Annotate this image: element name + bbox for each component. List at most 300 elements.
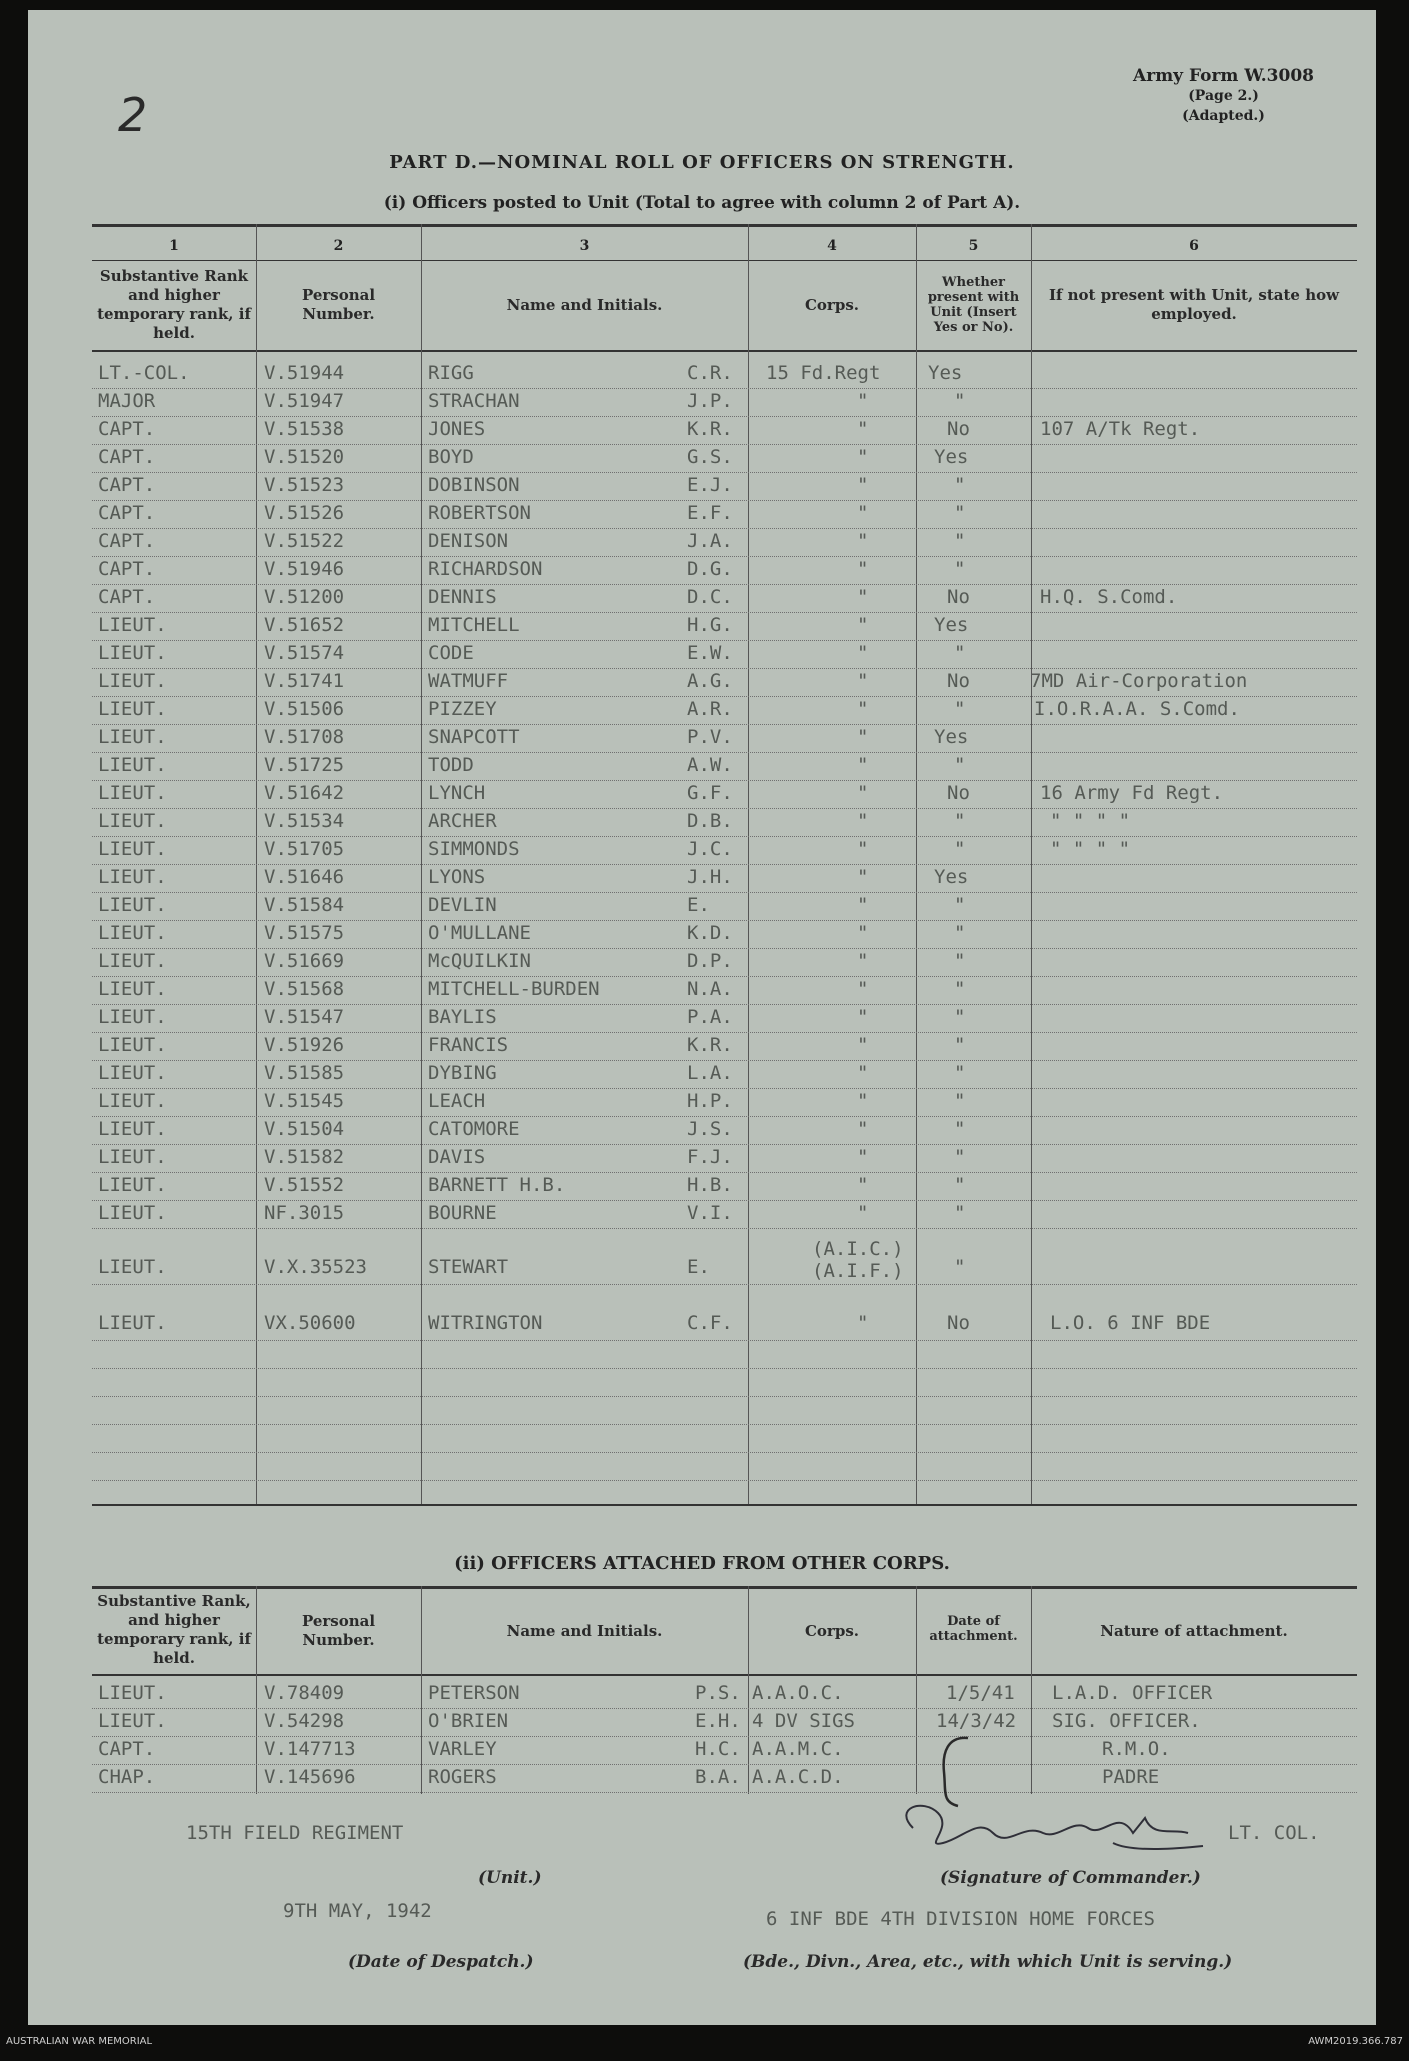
initials-cell: A.G. <box>687 670 733 692</box>
number-cell: V.51669 <box>264 950 345 972</box>
table-row <box>92 976 1357 1005</box>
number-cell: V.51552 <box>264 1174 345 1196</box>
table-row <box>92 444 1357 473</box>
number-cell: V.51523 <box>264 474 345 496</box>
col-number: 3 <box>579 238 590 254</box>
rank-cell: LIEUT. <box>98 1710 167 1732</box>
initials-cell: B.A. <box>695 1766 741 1788</box>
form-ref-note: (Adapted.) <box>1182 108 1265 124</box>
name-cell: RIGG <box>428 362 474 384</box>
employed-cell: 16 Army Fd Regt. <box>1040 782 1224 804</box>
present-cell: No <box>947 670 970 692</box>
initials-cell: E. <box>687 1256 710 1278</box>
present-cell: " <box>954 810 966 832</box>
table-row <box>92 556 1357 585</box>
initials-cell: P.A. <box>687 1006 733 1028</box>
present-cell: " <box>954 1174 966 1196</box>
empty-row <box>92 1452 1357 1481</box>
present-cell: " <box>954 1034 966 1056</box>
table2-header-rule <box>92 1674 1357 1676</box>
present-cell: " <box>954 1006 966 1028</box>
initials-cell: N.A. <box>687 978 733 1000</box>
rank-cell: LIEUT. <box>98 1090 167 1112</box>
number-cell: V.51534 <box>264 810 345 832</box>
initials-cell: K.R. <box>687 418 733 440</box>
corps-cell: (A.I.C.) <box>812 1238 904 1260</box>
number-cell: V.51652 <box>264 614 345 636</box>
table-row <box>92 612 1357 641</box>
number-cell: V.51585 <box>264 1062 345 1084</box>
corps-cell: " <box>857 922 869 944</box>
header-date-attachment: Date of attachment. <box>929 1614 1018 1644</box>
table-row <box>92 724 1357 753</box>
initials-cell: H.C. <box>695 1738 741 1760</box>
name-cell: DAVIS <box>428 1146 486 1168</box>
number-cell: V.51200 <box>264 586 345 608</box>
rank-cell: LIEUT. <box>98 1256 167 1278</box>
name-cell: RICHARDSON <box>428 558 543 580</box>
initials-cell: C.F. <box>687 1312 733 1334</box>
table-row <box>92 948 1357 977</box>
initials-cell: E.J. <box>687 474 733 496</box>
corps-cell: " <box>857 1006 869 1028</box>
name-cell: JONES <box>428 418 486 440</box>
present-cell: Yes <box>934 726 969 748</box>
unit-value: 15TH FIELD REGIMENT <box>186 1822 404 1844</box>
initials-cell: E.H. <box>695 1710 741 1732</box>
corps-cell: " <box>857 642 869 664</box>
rank-cell: LIEUT. <box>98 950 167 972</box>
rank-cell: LIEUT. <box>98 922 167 944</box>
rank-cell: LIEUT. <box>98 1034 167 1056</box>
despatch-date-value: 9TH MAY, 1942 <box>283 1900 432 1922</box>
corps-cell: " <box>857 502 869 524</box>
present-cell: " <box>954 978 966 1000</box>
corps-cell: " <box>857 1062 869 1084</box>
name-cell: CATOMORE <box>428 1118 520 1140</box>
corps-cell: " <box>857 670 869 692</box>
initials-cell: V.I. <box>687 1202 733 1224</box>
header-name: Name and Initials. <box>506 1622 663 1640</box>
table-row <box>92 1736 1357 1765</box>
nature-cell: R.M.O. <box>1102 1738 1171 1760</box>
corps-cell: 4 DV SIGS <box>752 1710 855 1732</box>
number-cell: V.147713 <box>264 1738 356 1760</box>
table-row <box>92 500 1357 529</box>
name-cell: BAYLIS <box>428 1006 497 1028</box>
table-row <box>92 1032 1357 1061</box>
present-cell: No <box>947 418 970 440</box>
rank-cell: LIEUT. <box>98 1312 167 1334</box>
header-nature: Nature of attachment. <box>1100 1622 1288 1640</box>
page-subtitle: (i) Officers posted to Unit (Total to agree with column 2 of Part A). <box>383 193 1021 213</box>
number-cell: V.51526 <box>264 502 345 524</box>
form-ref-page: (Page 2.) <box>1188 88 1259 104</box>
rank-cell: MAJOR <box>98 390 156 412</box>
present-cell: No <box>947 782 970 804</box>
table-row <box>92 1088 1357 1117</box>
table-row <box>92 472 1357 501</box>
table-row <box>92 416 1357 445</box>
initials-cell: G.F. <box>687 782 733 804</box>
employed-cell: 7MD Air-Corporation <box>1030 670 1248 692</box>
empty-row <box>92 1396 1357 1425</box>
name-cell: DENISON <box>428 530 509 552</box>
corps-cell: " <box>857 838 869 860</box>
rank-cell: LIEUT. <box>98 1146 167 1168</box>
initials-cell: J.H. <box>687 866 733 888</box>
table-row <box>92 780 1357 809</box>
table1-bottom-rule <box>92 1504 1357 1506</box>
employed-cell: H.Q. S.Comd. <box>1040 586 1178 608</box>
table-row <box>92 1060 1357 1089</box>
table-row <box>92 360 1357 389</box>
number-cell: V.54298 <box>264 1710 345 1732</box>
initials-cell: H.B. <box>687 1174 733 1196</box>
rank-cell: LIEUT. <box>98 1118 167 1140</box>
table-row <box>92 1004 1357 1033</box>
corps-cell: " <box>857 810 869 832</box>
rank-cell: LT.-COL. <box>98 362 190 384</box>
table-row <box>92 388 1357 417</box>
form-page <box>28 10 1376 2025</box>
table-row <box>92 696 1357 725</box>
archive-credit: AUSTRALIAN WAR MEMORIAL <box>6 2036 153 2047</box>
corps-cell: " <box>857 1312 869 1334</box>
col-number: 2 <box>333 238 344 254</box>
initials-cell: E.F. <box>687 502 733 524</box>
present-cell: " <box>954 558 966 580</box>
name-cell: MITCHELL-BURDEN <box>428 978 600 1000</box>
corps-cell: A.A.M.C. <box>752 1738 844 1760</box>
present-cell: " <box>954 642 966 664</box>
number-cell: V.51582 <box>264 1146 345 1168</box>
rank-cell: CAPT. <box>98 558 156 580</box>
corps-cell: " <box>857 754 869 776</box>
rank-cell: CAPT. <box>98 446 156 468</box>
name-cell: LEACH <box>428 1090 486 1112</box>
corps-cell: " <box>857 866 869 888</box>
number-cell: V.51506 <box>264 698 345 720</box>
date-cell: 14/3/42 <box>936 1710 1017 1732</box>
number-cell: NF.3015 <box>264 1202 345 1224</box>
empty-row <box>92 1340 1357 1369</box>
number-cell: V.51584 <box>264 894 345 916</box>
rank-cell: LIEUT. <box>98 838 167 860</box>
number-cell: V.51538 <box>264 418 345 440</box>
initials-cell: D.B. <box>687 810 733 832</box>
table1-header-rule <box>92 350 1357 352</box>
rank-cell: LIEUT. <box>98 978 167 1000</box>
number-cell: V.51522 <box>264 530 345 552</box>
present-cell: " <box>954 754 966 776</box>
name-cell: STRACHAN <box>428 390 520 412</box>
name-cell: LYONS <box>428 866 486 888</box>
col-number: 5 <box>968 238 979 254</box>
header-employment: If not present with Unit, state how employed. <box>1048 286 1340 323</box>
employed-cell: I.O.R.A.A. S.Comd. <box>1034 698 1240 720</box>
table-row <box>92 920 1357 949</box>
present-cell: Yes <box>934 866 969 888</box>
name-cell: DOBINSON <box>428 474 520 496</box>
corps-cell: " <box>857 726 869 748</box>
table2-top-rule <box>92 1586 1357 1589</box>
section-ii-title: (ii) OFFICERS ATTACHED FROM OTHER CORPS. <box>454 1553 950 1574</box>
table-row <box>92 584 1357 613</box>
corps-cell: " <box>857 446 869 468</box>
number-cell: V.51944 <box>264 362 345 384</box>
corps-cell: " <box>857 1202 869 1224</box>
table-row <box>92 864 1357 893</box>
name-cell: FRANCIS <box>428 1034 509 1056</box>
corps-cell: A.A.O.C. <box>752 1682 844 1704</box>
rank-cell: LIEUT. <box>98 642 167 664</box>
corps-cell: " <box>857 1090 869 1112</box>
corps-cell: " <box>857 1118 869 1140</box>
number-cell: V.51646 <box>264 866 345 888</box>
number-cell: V.51574 <box>264 642 345 664</box>
present-cell: " <box>954 1090 966 1112</box>
formation-value: 6 INF BDE 4TH DIVISION HOME FORCES <box>766 1908 1155 1930</box>
name-cell: SNAPCOTT <box>428 726 520 748</box>
present-cell: " <box>954 530 966 552</box>
employed-cell: 107 A/Tk Regt. <box>1040 418 1201 440</box>
corps-cell: " <box>857 390 869 412</box>
empty-row <box>92 1424 1357 1453</box>
header-rank: Substantive Rank, and higher temporary rank, if held. <box>97 1592 251 1667</box>
rank-cell: CAPT. <box>98 586 156 608</box>
table-row <box>92 808 1357 837</box>
nature-cell: L.A.D. OFFICER <box>1052 1682 1213 1704</box>
col-number: 6 <box>1189 238 1199 254</box>
date-cell: 1/5/41 <box>946 1682 1015 1704</box>
rank-cell: LIEUT. <box>98 1006 167 1028</box>
rank-cell: LIEUT. <box>98 1062 167 1084</box>
name-cell: ROBERTSON <box>428 502 531 524</box>
present-cell: " <box>954 950 966 972</box>
rank-cell: LIEUT. <box>98 614 167 636</box>
present-cell: " <box>954 1146 966 1168</box>
rank-cell: LIEUT. <box>98 726 167 748</box>
table1-top-rule <box>92 224 1357 227</box>
corps-cell: " <box>857 1146 869 1168</box>
initials-cell: F.J. <box>687 1146 733 1168</box>
initials-cell: C.R. <box>687 362 733 384</box>
name-cell: BOYD <box>428 446 474 468</box>
name-cell: STEWART <box>428 1256 509 1278</box>
rank-cell: CAPT. <box>98 474 156 496</box>
archive-reference: AWM2019.366.787 <box>1308 2036 1403 2047</box>
table-row <box>92 1708 1357 1737</box>
name-cell: O'BRIEN <box>428 1710 509 1732</box>
number-cell: V.51520 <box>264 446 345 468</box>
table-row <box>92 668 1357 697</box>
number-cell: V.51741 <box>264 670 345 692</box>
initials-cell: K.R. <box>687 1034 733 1056</box>
present-cell: " <box>954 1118 966 1140</box>
rank-cell: LIEUT. <box>98 754 167 776</box>
corps-cell: " <box>857 418 869 440</box>
corps-cell: " <box>857 978 869 1000</box>
rank-cell: LIEUT. <box>98 1202 167 1224</box>
rank-cell: CAPT. <box>98 502 156 524</box>
unit-label: (Unit.) <box>478 1868 542 1888</box>
number-cell: V.78409 <box>264 1682 345 1704</box>
corps-cell: 15 Fd.Regt <box>766 362 881 384</box>
initials-cell: J.A. <box>687 530 733 552</box>
form-reference <box>1133 66 1314 126</box>
corps-cell: " <box>857 950 869 972</box>
present-cell: Yes <box>934 614 969 636</box>
name-cell: WITRINGTON <box>428 1312 543 1334</box>
present-cell: " <box>954 502 966 524</box>
nature-cell: SIG. OFFICER. <box>1052 1710 1201 1732</box>
initials-cell: H.P. <box>687 1090 733 1112</box>
number-cell: V.51568 <box>264 978 345 1000</box>
number-cell: V.51575 <box>264 922 345 944</box>
corps-cell: " <box>857 1034 869 1056</box>
name-cell: ARCHER <box>428 810 497 832</box>
corps-cell: (A.I.F.) <box>812 1260 904 1282</box>
corps-cell: A.A.C.D. <box>752 1766 844 1788</box>
employed-cell: " " " " <box>1050 810 1131 832</box>
table-row <box>92 640 1357 669</box>
name-cell: PETERSON <box>428 1682 520 1704</box>
table-row <box>92 1144 1357 1173</box>
formation-label: (Bde., Divn., Area, etc., with which Unit is serving.) <box>743 1952 1233 1972</box>
employed-cell: " " " " <box>1050 838 1131 860</box>
corps-cell: " <box>857 1174 869 1196</box>
initials-cell: K.D. <box>687 922 733 944</box>
table-row <box>92 1200 1357 1229</box>
col-number: 4 <box>827 238 837 254</box>
number-cell: V.145696 <box>264 1766 356 1788</box>
number-cell: V.51708 <box>264 726 345 748</box>
name-cell: SIMMONDS <box>428 838 520 860</box>
initials-cell: P.V. <box>687 726 733 748</box>
present-cell: " <box>954 1202 966 1224</box>
header-personal-number: Personal Number. <box>301 286 376 323</box>
corps-cell: " <box>857 586 869 608</box>
rank-cell: LIEUT. <box>98 1682 167 1704</box>
header-present: Whether present with Unit (Insert Yes or No). <box>927 275 1020 335</box>
present-cell: No <box>947 1312 970 1334</box>
table-row <box>92 528 1357 557</box>
number-cell: V.51504 <box>264 1118 345 1140</box>
despatch-date-label: (Date of Despatch.) <box>348 1952 534 1972</box>
corps-cell: " <box>857 894 869 916</box>
name-cell: McQUILKIN <box>428 950 531 972</box>
name-cell: DENNIS <box>428 586 497 608</box>
name-cell: TODD <box>428 754 474 776</box>
rank-cell: CAPT. <box>98 530 156 552</box>
name-cell: MITCHELL <box>428 614 520 636</box>
initials-cell: A.R. <box>687 698 733 720</box>
name-cell: PIZZEY <box>428 698 497 720</box>
number-cell: V.51725 <box>264 754 345 776</box>
name-cell: ROGERS <box>428 1766 497 1788</box>
table-row <box>92 1116 1357 1145</box>
name-cell: O'MULLANE <box>428 922 531 944</box>
initials-cell: G.S. <box>687 446 733 468</box>
table-row <box>92 892 1357 921</box>
signature-rank: LT. COL. <box>1228 1822 1320 1844</box>
present-cell: " <box>954 894 966 916</box>
header-corps: Corps. <box>804 296 859 314</box>
initials-cell: H.G. <box>687 614 733 636</box>
form-ref-title: Army Form W.3008 <box>1133 66 1314 86</box>
table-row <box>92 1284 1357 1341</box>
present-cell: " <box>954 922 966 944</box>
rank-cell: LIEUT. <box>98 894 167 916</box>
number-cell: V.51547 <box>264 1006 345 1028</box>
empty-row <box>92 1368 1357 1397</box>
name-cell: BARNETT H.B. <box>428 1174 566 1196</box>
name-cell: WATMUFF <box>428 670 509 692</box>
signature-label: (Signature of Commander.) <box>940 1868 1201 1888</box>
rank-cell: LIEUT. <box>98 670 167 692</box>
rank-cell: LIEUT. <box>98 1174 167 1196</box>
corps-cell: " <box>857 474 869 496</box>
corps-cell: " <box>857 614 869 636</box>
table-row <box>92 836 1357 865</box>
header-name: Name and Initials. <box>506 296 663 314</box>
initials-cell: A.W. <box>687 754 733 776</box>
initials-cell: P.S. <box>695 1682 741 1704</box>
name-cell: DYBING <box>428 1062 497 1084</box>
col-number: 1 <box>169 238 179 254</box>
initials-cell: J.P. <box>687 390 733 412</box>
number-cell: VX.50600 <box>264 1312 356 1334</box>
table1-colnum-rule <box>92 260 1357 261</box>
page-mark: 2 <box>118 88 148 142</box>
number-cell: V.51705 <box>264 838 345 860</box>
corps-cell: " <box>857 782 869 804</box>
rank-cell: LIEUT. <box>98 866 167 888</box>
corps-cell: " <box>857 698 869 720</box>
initials-cell: E.W. <box>687 642 733 664</box>
number-cell: V.51642 <box>264 782 345 804</box>
initials-cell: D.C. <box>687 586 733 608</box>
number-cell: V.X.35523 <box>264 1256 367 1278</box>
rank-cell: CAPT. <box>98 418 156 440</box>
rank-cell: CAPT. <box>98 1738 156 1760</box>
present-cell: " <box>954 698 966 720</box>
name-cell: CODE <box>428 642 474 664</box>
rank-cell: LIEUT. <box>98 698 167 720</box>
present-cell: " <box>954 838 966 860</box>
present-cell: " <box>954 1062 966 1084</box>
employed-cell: L.O. 6 INF BDE <box>1050 1312 1211 1334</box>
name-cell: BOURNE <box>428 1202 497 1224</box>
number-cell: V.51926 <box>264 1034 345 1056</box>
present-cell: No <box>947 586 970 608</box>
header-personal-number: Personal Number. <box>301 1612 376 1649</box>
present-cell: Yes <box>934 446 969 468</box>
corps-cell: " <box>857 558 869 580</box>
name-cell: VARLEY <box>428 1738 497 1760</box>
initials-cell: E. <box>687 894 710 916</box>
present-cell: " <box>954 1256 966 1278</box>
initials-cell: L.A. <box>687 1062 733 1084</box>
nature-cell: PADRE <box>1102 1766 1160 1788</box>
initials-cell: J.S. <box>687 1118 733 1140</box>
corps-cell: " <box>857 530 869 552</box>
table-row <box>92 1680 1357 1709</box>
table-row <box>92 752 1357 781</box>
present-cell: " <box>954 390 966 412</box>
number-cell: V.51947 <box>264 390 345 412</box>
